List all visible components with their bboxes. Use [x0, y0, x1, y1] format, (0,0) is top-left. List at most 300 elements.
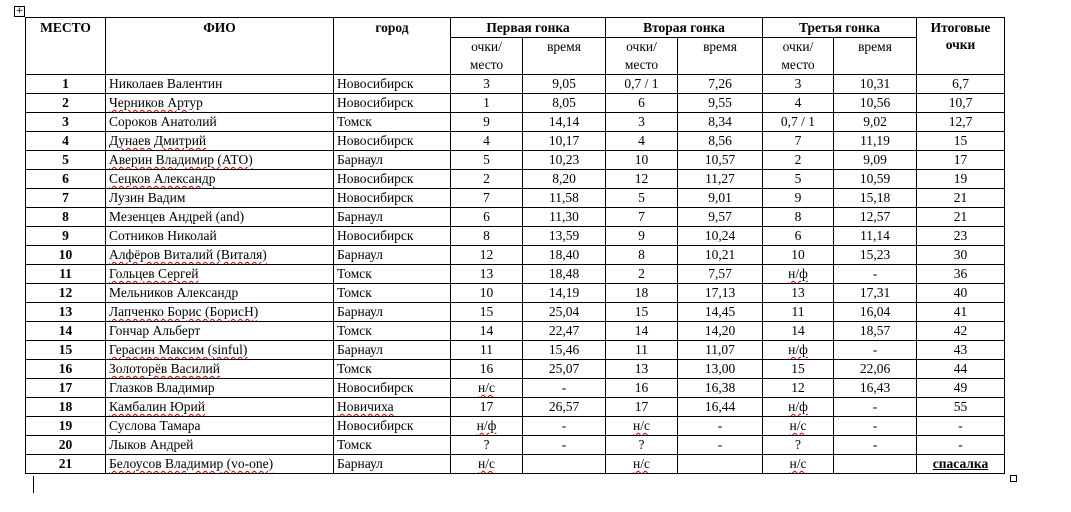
cell-race2-points[interactable] — [606, 455, 678, 474]
cell-race1-time[interactable] — [523, 284, 606, 303]
cell-race3-points[interactable] — [763, 227, 834, 246]
cell-total[interactable] — [917, 455, 1005, 474]
cell-race1-points[interactable] — [451, 208, 523, 227]
cell-race2-points[interactable] — [606, 379, 678, 398]
cell-race2-points-text: 4 — [638, 133, 645, 148]
cell-city-text: Новосибирск — [337, 380, 414, 395]
cell-race2-points[interactable] — [606, 322, 678, 341]
cell-city[interactable] — [334, 284, 451, 303]
cell-name-text: Белоусов Владимир (vo-one) — [109, 456, 274, 471]
cell-place[interactable] — [26, 436, 106, 455]
cell-race3-time[interactable] — [834, 227, 917, 246]
cell-race1-points[interactable] — [451, 417, 523, 436]
cell-name[interactable] — [106, 455, 334, 474]
cell-race2-points-text: 18 — [634, 285, 649, 300]
cell-total-text: 49 — [953, 380, 968, 395]
cell-city[interactable] — [334, 436, 451, 455]
cell-city[interactable] — [334, 227, 451, 246]
cell-race2-time[interactable] — [678, 455, 763, 474]
cell-city[interactable] — [334, 455, 451, 474]
cell-race3-points[interactable] — [763, 189, 834, 208]
cell-race1-time[interactable] — [523, 455, 606, 474]
cell-race2-time-text: 9,55 — [708, 95, 732, 110]
cell-place[interactable] — [26, 379, 106, 398]
cell-race1-time-text: 11,30 — [549, 209, 579, 224]
cell-total[interactable] — [917, 151, 1005, 170]
cell-total[interactable] — [917, 398, 1005, 417]
cell-race2-points[interactable] — [606, 151, 678, 170]
cell-city[interactable] — [334, 398, 451, 417]
cell-race3-time-text: 11,19 — [860, 133, 890, 148]
cell-total[interactable] — [917, 341, 1005, 360]
cell-race1-time[interactable] — [523, 322, 606, 341]
cell-race2-time[interactable] — [678, 94, 763, 113]
cell-race2-time[interactable] — [678, 189, 763, 208]
cell-name-text: Лапченко Борис (БорисН) — [109, 304, 259, 319]
cell-race1-time[interactable] — [523, 360, 606, 379]
cell-race1-time[interactable] — [523, 303, 606, 322]
cell-race1-points[interactable] — [451, 94, 523, 113]
cell-place-text: 4 — [62, 133, 69, 148]
cell-race2-time[interactable] — [678, 379, 763, 398]
cell-city-text: Барнаул — [337, 247, 383, 262]
cell-name[interactable] — [106, 379, 334, 398]
cell-race2-points[interactable] — [606, 208, 678, 227]
cell-race1-time-text: 9,05 — [552, 76, 576, 91]
cell-race3-points[interactable] — [763, 94, 834, 113]
cell-race3-points-text: н/с — [789, 418, 807, 433]
cell-race2-time-text: 10,21 — [704, 247, 736, 262]
cell-race3-time[interactable] — [834, 322, 917, 341]
cell-race3-points[interactable] — [763, 208, 834, 227]
cell-race3-points[interactable] — [763, 246, 834, 265]
cell-total[interactable] — [917, 227, 1005, 246]
cell-city[interactable] — [334, 151, 451, 170]
cell-name[interactable] — [106, 360, 334, 379]
cell-race3-points-text: 4 — [794, 95, 802, 110]
cell-place[interactable] — [26, 455, 106, 474]
cell-race2-time[interactable] — [678, 170, 763, 189]
cell-name[interactable] — [106, 284, 334, 303]
cell-city-text: Томск — [337, 323, 372, 338]
table-resize-handle[interactable] — [1010, 475, 1017, 482]
cell-race1-points[interactable] — [451, 75, 523, 94]
header-race1: Первая гонка — [451, 18, 606, 38]
cell-city[interactable] — [334, 94, 451, 113]
cell-race3-points[interactable] — [763, 322, 834, 341]
table-row — [26, 94, 1005, 113]
cell-race1-time-text: 10,23 — [548, 152, 580, 167]
cell-city-text: Новосибирск — [337, 190, 414, 205]
cell-race1-time[interactable] — [523, 417, 606, 436]
cell-race3-time[interactable] — [834, 417, 917, 436]
cell-race3-points[interactable] — [763, 132, 834, 151]
cell-race1-time[interactable] — [523, 341, 606, 360]
header-race2: Вторая гонка — [606, 18, 763, 38]
cell-race1-points[interactable] — [451, 227, 523, 246]
cell-race2-time[interactable] — [678, 265, 763, 284]
cell-race1-points[interactable] — [451, 151, 523, 170]
cell-race2-time[interactable] — [678, 303, 763, 322]
cell-city[interactable] — [334, 265, 451, 284]
cell-race3-time-text: - — [872, 437, 878, 452]
cell-race3-time[interactable] — [834, 113, 917, 132]
cell-race2-points[interactable] — [606, 227, 678, 246]
cell-total[interactable] — [917, 303, 1005, 322]
cell-race3-points-text: 10 — [791, 247, 805, 262]
cell-race3-points[interactable] — [763, 341, 834, 360]
cell-race2-points[interactable] — [606, 360, 678, 379]
cell-city-text: Новосибирск — [337, 171, 414, 186]
cell-total[interactable] — [917, 265, 1005, 284]
cell-race1-time[interactable] — [523, 189, 606, 208]
cell-total[interactable] — [917, 417, 1005, 436]
cell-race2-points[interactable] — [606, 170, 678, 189]
cell-race2-points[interactable] — [606, 189, 678, 208]
cell-total-text: 40 — [953, 285, 968, 300]
cell-race3-time[interactable] — [834, 132, 917, 151]
cell-race1-points[interactable] — [451, 436, 523, 455]
table-row — [26, 417, 1005, 436]
cell-total[interactable] — [917, 113, 1005, 132]
cell-race2-points[interactable] — [606, 132, 678, 151]
cell-city-text: Томск — [337, 114, 372, 129]
cell-name[interactable] — [106, 341, 334, 360]
cell-city[interactable] — [334, 303, 451, 322]
cell-race1-points[interactable] — [451, 170, 523, 189]
cell-place[interactable] — [26, 227, 106, 246]
cell-race2-time[interactable] — [678, 75, 763, 94]
cell-race1-time-text: 22,47 — [548, 323, 580, 338]
cell-race3-time[interactable] — [834, 265, 917, 284]
cell-race3-time-text: 11,14 — [860, 228, 890, 243]
cell-race1-time[interactable] — [523, 246, 606, 265]
cell-race3-time-text: 16,04 — [859, 304, 891, 319]
cell-race1-time[interactable] — [523, 113, 606, 132]
cell-name[interactable] — [106, 246, 334, 265]
cell-race3-time[interactable] — [834, 208, 917, 227]
cell-total[interactable] — [917, 170, 1005, 189]
cell-name[interactable] — [106, 265, 334, 284]
cell-race1-time[interactable] — [523, 379, 606, 398]
cell-name[interactable] — [106, 113, 334, 132]
cell-race2-time[interactable] — [678, 341, 763, 360]
cell-race1-time[interactable] — [523, 94, 606, 113]
cell-race3-points[interactable] — [763, 265, 834, 284]
cell-name[interactable] — [106, 189, 334, 208]
table-row — [26, 455, 1005, 474]
cell-race1-points-text: 4 — [483, 133, 490, 148]
cell-race1-time[interactable] — [523, 398, 606, 417]
cell-race2-time[interactable] — [678, 246, 763, 265]
cell-total[interactable] — [917, 436, 1005, 455]
cell-total[interactable] — [917, 284, 1005, 303]
cell-total-text: 43 — [953, 342, 968, 357]
cell-race3-time[interactable] — [834, 341, 917, 360]
cell-race1-points[interactable] — [451, 246, 523, 265]
cell-race3-time-text: 10,56 — [859, 95, 891, 110]
cell-race2-points-text: 16 — [634, 380, 649, 395]
cell-race2-time[interactable] — [678, 436, 763, 455]
cell-city[interactable] — [334, 75, 451, 94]
cell-name[interactable] — [106, 208, 334, 227]
table-row — [26, 284, 1005, 303]
cell-name[interactable] — [106, 132, 334, 151]
cell-city[interactable] — [334, 208, 451, 227]
cell-race1-time[interactable] — [523, 75, 606, 94]
cell-total[interactable] — [917, 246, 1005, 265]
cell-race1-points-text: н/ф — [476, 418, 497, 433]
cell-race1-points[interactable] — [451, 132, 523, 151]
header-total: Итоговые очки — [917, 18, 1005, 75]
subheader-time: время — [678, 38, 763, 75]
cell-name-text: Сороков Анатолий — [109, 114, 217, 129]
cell-place[interactable] — [26, 170, 106, 189]
cell-place[interactable] — [26, 151, 106, 170]
cell-place[interactable] — [26, 303, 106, 322]
cell-total-text: 21 — [953, 190, 968, 205]
cell-race1-points[interactable] — [451, 341, 523, 360]
cell-race2-time[interactable] — [678, 151, 763, 170]
cell-race3-time-text: 15,18 — [859, 190, 891, 205]
cell-race1-points-text: 14 — [479, 323, 494, 338]
cell-total-text: 44 — [953, 361, 968, 376]
cell-total[interactable] — [917, 94, 1005, 113]
cell-race3-points[interactable] — [763, 360, 834, 379]
cell-race2-time[interactable] — [678, 208, 763, 227]
cell-race3-time[interactable] — [834, 246, 917, 265]
cell-race2-points[interactable] — [606, 417, 678, 436]
cell-total[interactable] — [917, 189, 1005, 208]
cell-place-text: 6 — [62, 171, 69, 186]
cell-race2-points[interactable] — [606, 75, 678, 94]
cell-race3-points[interactable] — [763, 398, 834, 417]
cell-city[interactable] — [334, 132, 451, 151]
cell-place-text: 12 — [58, 285, 73, 300]
cell-race2-points-text: 15 — [634, 304, 649, 319]
cell-race1-points[interactable] — [451, 265, 523, 284]
cell-race2-points[interactable] — [606, 436, 678, 455]
cell-name[interactable] — [106, 417, 334, 436]
cell-race1-points[interactable] — [451, 455, 523, 474]
cell-city[interactable] — [334, 417, 451, 436]
cell-race2-points-text: 10 — [634, 152, 649, 167]
cell-race2-time[interactable] — [678, 322, 763, 341]
cell-name-text: Лузин Вадим — [109, 190, 186, 205]
header-place: МЕСТО — [26, 18, 106, 75]
cell-race1-points-text: 11 — [480, 342, 493, 357]
cell-city[interactable] — [334, 341, 451, 360]
cell-race2-time-text: 7,57 — [708, 266, 732, 281]
cell-race2-time[interactable] — [678, 398, 763, 417]
cell-race1-points[interactable] — [451, 303, 523, 322]
cell-race3-time[interactable] — [834, 379, 917, 398]
cell-race2-time-text: 16,44 — [704, 399, 736, 414]
cell-race3-points[interactable] — [763, 151, 834, 170]
cell-race2-time[interactable] — [678, 227, 763, 246]
cell-race3-points-text: н/ф — [788, 266, 808, 281]
cell-race1-points[interactable] — [451, 189, 523, 208]
cell-race3-points[interactable] — [763, 170, 834, 189]
cell-city[interactable] — [334, 113, 451, 132]
cell-race3-time[interactable] — [834, 284, 917, 303]
cell-race1-time[interactable] — [523, 436, 606, 455]
cell-race2-time[interactable] — [678, 360, 763, 379]
cell-race2-points[interactable] — [606, 113, 678, 132]
cell-race1-time[interactable] — [523, 151, 606, 170]
cell-race1-time-text: - — [561, 437, 567, 452]
table-row — [26, 151, 1005, 170]
cell-place[interactable] — [26, 94, 106, 113]
cell-name[interactable] — [106, 227, 334, 246]
cell-race1-points-text: 3 — [483, 76, 490, 91]
cell-race2-points-text: 0,7 / 1 — [624, 76, 659, 91]
cell-race3-time[interactable] — [834, 436, 917, 455]
cell-name-text: Мезенцев Андрей (and) — [109, 209, 245, 224]
cell-race1-time-text: 25,07 — [548, 361, 580, 376]
cell-total[interactable] — [917, 360, 1005, 379]
cell-race2-time[interactable] — [678, 284, 763, 303]
cell-place[interactable] — [26, 341, 106, 360]
cell-place[interactable] — [26, 208, 106, 227]
cell-race2-time[interactable] — [678, 132, 763, 151]
cell-place[interactable] — [26, 189, 106, 208]
cell-race3-points[interactable] — [763, 436, 834, 455]
cell-place[interactable] — [26, 132, 106, 151]
cell-race3-time[interactable] — [834, 303, 917, 322]
cell-race1-points[interactable] — [451, 322, 523, 341]
cell-total[interactable] — [917, 322, 1005, 341]
subheader-points: очки/ место — [451, 38, 523, 75]
cell-name[interactable] — [106, 75, 334, 94]
cell-race3-time[interactable] — [834, 170, 917, 189]
cell-place[interactable] — [26, 284, 106, 303]
cell-place[interactable] — [26, 322, 106, 341]
cell-race3-time[interactable] — [834, 94, 917, 113]
cell-place-text: 21 — [58, 456, 73, 471]
cell-race1-time[interactable] — [523, 170, 606, 189]
cell-race3-points[interactable] — [763, 379, 834, 398]
cell-race2-points[interactable] — [606, 94, 678, 113]
cell-name[interactable] — [106, 303, 334, 322]
cell-race2-time[interactable] — [678, 113, 763, 132]
cell-race1-points[interactable] — [451, 284, 523, 303]
cell-race3-points[interactable] — [763, 75, 834, 94]
cell-city-text: Новичиха — [337, 399, 394, 414]
cell-race1-points[interactable] — [451, 398, 523, 417]
cell-race3-time[interactable] — [834, 398, 917, 417]
cell-name[interactable] — [106, 322, 334, 341]
cell-race1-points[interactable] — [451, 379, 523, 398]
cell-race1-points-text: 5 — [483, 152, 490, 167]
cell-race2-points[interactable] — [606, 246, 678, 265]
cell-race2-points-text: 9 — [638, 228, 645, 243]
cell-race2-points[interactable] — [606, 398, 678, 417]
cell-race2-time-text: 7,26 — [708, 76, 732, 91]
cell-race3-points[interactable] — [763, 417, 834, 436]
cell-race2-time-text: 14,20 — [704, 323, 736, 338]
cell-race1-time[interactable] — [523, 132, 606, 151]
cell-race1-points-text: 12 — [479, 247, 494, 262]
cell-race2-points-text: 11 — [635, 342, 648, 357]
table-row — [26, 341, 1005, 360]
cell-name-text: Герасин Максим (sinful) — [109, 342, 248, 357]
cell-total[interactable] — [917, 75, 1005, 94]
cell-total[interactable] — [917, 132, 1005, 151]
cell-race1-points-text: 10 — [479, 285, 494, 300]
cell-name[interactable] — [106, 170, 334, 189]
cell-total-text: спасалка — [932, 456, 989, 471]
cell-place-text: 14 — [58, 323, 73, 338]
cell-race3-points[interactable] — [763, 303, 834, 322]
table-row — [26, 132, 1005, 151]
cell-race1-time[interactable] — [523, 208, 606, 227]
cell-name-text: Гольцев Сергей — [109, 266, 199, 281]
cell-name[interactable] — [106, 398, 334, 417]
cell-city[interactable] — [334, 170, 451, 189]
cell-race3-points[interactable] — [763, 455, 834, 474]
cell-city[interactable] — [334, 189, 451, 208]
cell-race3-points[interactable] — [763, 113, 834, 132]
cell-place[interactable] — [26, 417, 106, 436]
cell-place[interactable] — [26, 113, 106, 132]
cell-race2-time[interactable] — [678, 417, 763, 436]
cell-race3-time[interactable] — [834, 75, 917, 94]
cell-place[interactable] — [26, 360, 106, 379]
cell-place-text: 5 — [62, 152, 69, 167]
table-move-handle-icon[interactable]: + — [15, 6, 24, 16]
cell-name[interactable] — [106, 94, 334, 113]
cell-race2-points-text: 13 — [634, 361, 649, 376]
cell-race3-time[interactable] — [834, 189, 917, 208]
cell-name[interactable] — [106, 436, 334, 455]
cell-city[interactable] — [334, 246, 451, 265]
cell-total[interactable] — [917, 379, 1005, 398]
cell-race1-time[interactable] — [523, 227, 606, 246]
cell-race3-points-text: 14 — [791, 323, 805, 338]
cell-race2-points[interactable] — [606, 265, 678, 284]
cell-race1-time[interactable] — [523, 265, 606, 284]
cell-place[interactable] — [26, 398, 106, 417]
cell-race3-points[interactable] — [763, 284, 834, 303]
cell-place[interactable] — [26, 265, 106, 284]
cell-total-text: 19 — [953, 171, 968, 186]
cell-race2-points[interactable] — [606, 303, 678, 322]
cell-race3-points-text: ? — [795, 437, 801, 452]
cell-place[interactable] — [26, 246, 106, 265]
cell-race2-time-text: 10,57 — [704, 152, 736, 167]
cell-race2-time-text: - — [717, 437, 723, 452]
cell-race2-time-text: 16,38 — [704, 380, 736, 395]
cell-name[interactable] — [106, 151, 334, 170]
cell-race3-time[interactable] — [834, 455, 917, 474]
cell-race3-points-text: н/с — [789, 456, 807, 471]
cell-race2-points[interactable] — [606, 284, 678, 303]
cell-race3-time[interactable] — [834, 151, 917, 170]
cell-race1-points[interactable] — [451, 360, 523, 379]
cell-city[interactable] — [334, 360, 451, 379]
cell-race1-points[interactable] — [451, 113, 523, 132]
cell-place[interactable] — [26, 75, 106, 94]
cell-city[interactable] — [334, 379, 451, 398]
cell-race2-points[interactable] — [606, 341, 678, 360]
cell-total[interactable] — [917, 208, 1005, 227]
cell-race3-time[interactable] — [834, 360, 917, 379]
cell-city[interactable] — [334, 322, 451, 341]
cell-race2-points-text: н/с — [633, 456, 650, 471]
cell-race3-time-text: - — [872, 266, 878, 281]
header-row — [26, 18, 1005, 38]
